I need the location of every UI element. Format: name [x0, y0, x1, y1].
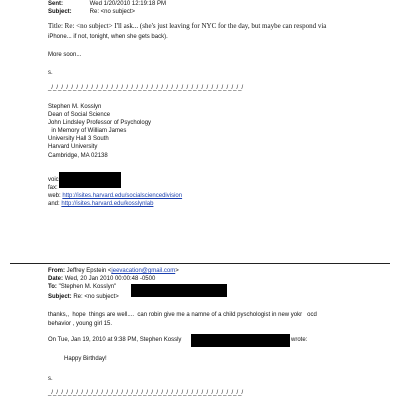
voice-row: [48, 176, 59, 184]
sent-row: [48, 0, 166, 8]
date-value: Wed, 20 Jan 2010 00:00:48 -0500: [64, 276, 156, 282]
redaction-box: [59, 172, 121, 188]
signature-rule-2: _/_/_/_/_/_/_/_/_/_/_/_/_/_/_/_/_/_/_/_/_/_/_/_/_/_/_/_/_/_/_/_/_/_/_/_/_/_/_/: [48, 390, 244, 396]
and-label: and:: [48, 201, 60, 207]
lab-link[interactable]: http://isites.harvard.edu/kosslynlab: [61, 201, 154, 207]
signature-line: Dean of Social Science: [48, 112, 111, 119]
web-row: [48, 192, 182, 200]
web-link[interactable]: http://isites.harvard.edu/socialsciencedivision: [62, 193, 183, 199]
to-value: "Stephen M. Kosslyn": [58, 284, 117, 290]
subject-value: Re: <no subject>: [89, 9, 136, 15]
fax-row: [48, 184, 58, 192]
date-label: Date:: [48, 276, 64, 282]
title-line: [48, 22, 326, 31]
redaction-box: [131, 284, 227, 297]
email-divider: [10, 263, 390, 264]
subject-label: Subject:: [48, 9, 72, 15]
to-label: To:: [48, 284, 57, 290]
subject2-row: [48, 293, 119, 301]
quote-intro-pre: On Tue, Jan 19, 2010 at 9:38 PM, Stephen Kossly: [48, 337, 182, 343]
title-text: Re: <no subject> I'll ask... (she's just leaving for NYC for the day, but maybe can respond via: [64, 22, 327, 30]
quote-intro-post: wrote:: [291, 337, 308, 343]
subject-row: [48, 8, 135, 16]
signature-line: John Lindsley Professor of Psychology: [48, 120, 152, 127]
signature-rule: _/_/_/_/_/_/_/_/_/_/_/_/_/_/_/_/_/_/_/_/_/_/_/_/_/_/_/_/_/_/_/_/_/_/_/_/_/_/_/: [48, 85, 244, 91]
title-continuation: iPhone... if not, tonight, when she gets back).: [48, 34, 168, 40]
redaction-box: [191, 334, 290, 347]
fax-label: fax:: [48, 185, 58, 191]
signature-line: Stephen M. Kosslyn: [48, 104, 102, 110]
sent-label: Sent:: [48, 1, 63, 7]
signature-line: Harvard University: [48, 144, 98, 151]
voice-label: voic: [48, 177, 59, 183]
subject2-label: Subject:: [48, 294, 72, 300]
from-row: [48, 267, 179, 275]
signature-line: in Memory of William James: [48, 128, 127, 135]
date-row: [48, 275, 155, 283]
signoff-initial-2: s.: [48, 376, 53, 382]
title-label: Title:: [48, 22, 63, 30]
quoted-text: Happy Birthday!: [64, 356, 107, 362]
signoff-initial: s.: [48, 70, 53, 76]
subject2-value: Re: <no subject>: [73, 294, 119, 300]
from-email-link[interactable]: jeevacation@gmail.com: [111, 268, 176, 274]
to-row: [48, 283, 116, 291]
web-label: web:: [48, 193, 61, 199]
body-line: behavior , young girl 15.: [48, 321, 113, 327]
signature-block: [48, 103, 151, 160]
quote-intro: [48, 336, 181, 344]
sent-value: Wed 1/20/2010 12:19:18 PM: [89, 1, 166, 7]
from-close: >: [175, 268, 179, 274]
from-value: Jeffrey Epstein <: [66, 268, 112, 274]
signature-line: University Hall 3 South: [48, 136, 109, 143]
and-row: [48, 200, 153, 208]
more-soon-text: More soon...: [48, 52, 82, 58]
body-line: thanks,, hope things are well.... can robin give me a namne of a child pyschologist in new yokr ocd: [48, 312, 317, 318]
from-label: From:: [48, 268, 65, 274]
signature-line: Cambridge, MA 02138: [48, 152, 108, 159]
